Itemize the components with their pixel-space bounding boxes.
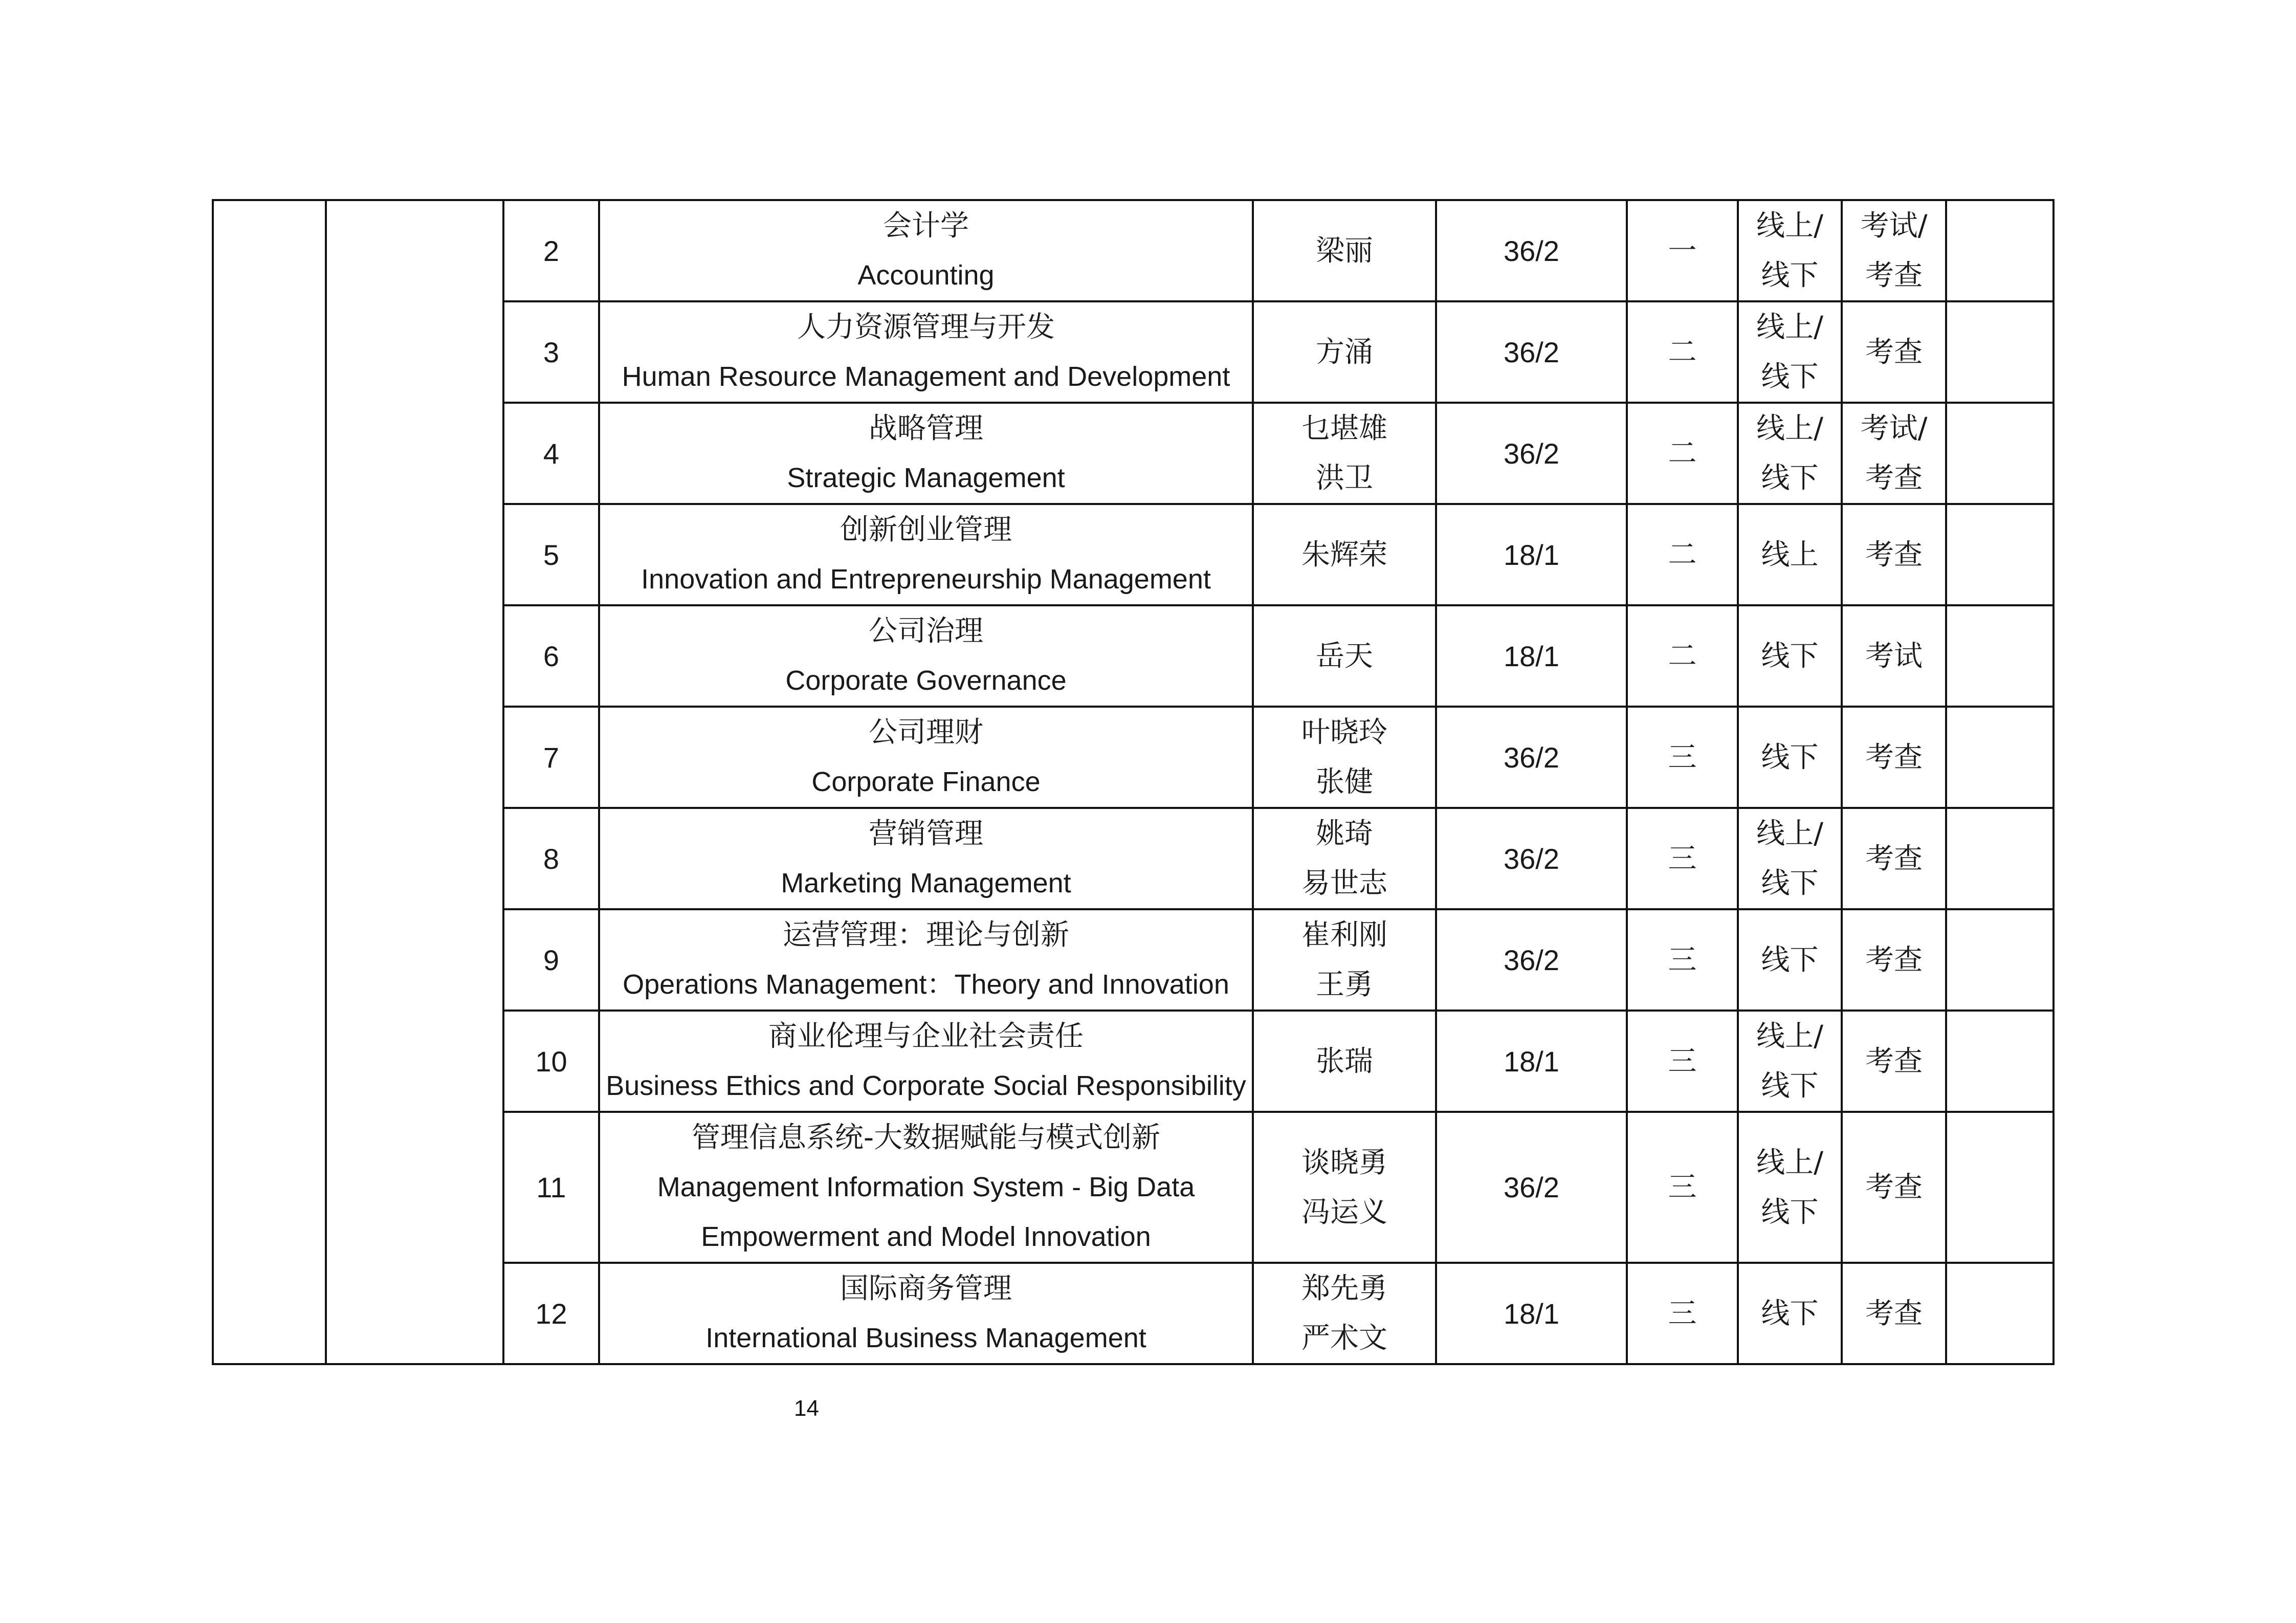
teacher-cell [1253, 200, 1436, 301]
semester-cell: 三 [1627, 1011, 1738, 1112]
mode-cell [1738, 301, 1842, 403]
remarks-cell [1946, 504, 2054, 605]
teacher-name: 冯运义 [1301, 1195, 1387, 1229]
mode-cell [1738, 707, 1842, 808]
row-number: 8 [503, 808, 599, 909]
teacher-name: 姚琦 [1316, 817, 1373, 850]
mode-cell [1738, 605, 1842, 707]
semester-cell: 一 [1627, 200, 1738, 301]
assessment-line: 考查 [1865, 1171, 1923, 1204]
hours-credits: 18/1 [1436, 605, 1627, 707]
assessment-cell [1842, 707, 1946, 808]
course-name-en: Marketing Management [781, 868, 1071, 898]
teacher-cell [1253, 301, 1436, 403]
course-name-cell [599, 707, 1253, 808]
row-number: 10 [503, 1011, 599, 1112]
row-number: 3 [503, 301, 599, 403]
course-name-cn: 管理信息系统-大数据赋能与模式创新 [691, 1121, 1161, 1154]
mode-line: 线下 [1761, 360, 1819, 393]
teacher-name: 谈晓勇 [1301, 1146, 1387, 1179]
teacher-name: 朱辉荣 [1301, 538, 1387, 572]
assessment-line: 考试 [1865, 639, 1923, 673]
teacher-cell [1253, 504, 1436, 605]
remarks-cell [1946, 605, 2054, 707]
course-name-cell [599, 301, 1253, 403]
remarks-cell [1946, 1112, 2054, 1263]
hours-credits: 36/2 [1436, 707, 1627, 808]
row-number: 6 [503, 605, 599, 707]
teacher-name: 崔利刚 [1301, 918, 1387, 952]
course-name-cell [599, 909, 1253, 1011]
mode-line: 线下 [1761, 1195, 1819, 1229]
mode-line: 线下 [1761, 259, 1819, 292]
course-name-en: Accounting [857, 260, 995, 291]
teacher-cell [1253, 707, 1436, 808]
course-name-en: International Business Management [705, 1323, 1146, 1353]
mode-cell [1738, 1011, 1842, 1112]
mode-line: 线上/ [1756, 1146, 1823, 1179]
semester-cell: 二 [1627, 403, 1738, 504]
mode-line: 线下 [1761, 867, 1819, 900]
assessment-cell [1842, 1263, 1946, 1364]
remarks-cell [1946, 909, 2054, 1011]
semester-cell: 二 [1627, 301, 1738, 403]
row-number: 2 [503, 200, 599, 301]
assessment-cell [1842, 808, 1946, 909]
semester-cell: 二 [1627, 504, 1738, 605]
course-name-en: Corporate Governance [785, 665, 1067, 696]
semester-cell: 三 [1627, 808, 1738, 909]
mode-cell [1738, 1112, 1842, 1263]
remarks-cell [1946, 1011, 2054, 1112]
assessment-cell [1842, 909, 1946, 1011]
mode-line: 线上/ [1756, 412, 1823, 445]
assessment-line: 考查 [1865, 740, 1923, 774]
mode-cell [1738, 909, 1842, 1011]
module-cell [326, 200, 503, 1364]
course-name-cell [599, 808, 1253, 909]
teacher-name: 张健 [1316, 765, 1373, 799]
semester-cell: 三 [1627, 1263, 1738, 1364]
mode-line: 线上 [1761, 538, 1819, 572]
assessment-line: 考查 [1865, 943, 1923, 977]
table-row [213, 200, 2054, 301]
row-number: 9 [503, 909, 599, 1011]
assessment-line: 考查 [1865, 1297, 1923, 1330]
assessment-cell [1842, 1011, 1946, 1112]
teacher-cell [1253, 808, 1436, 909]
course-name-cn: 创新创业管理 [840, 513, 1012, 546]
assessment-line: 考查 [1865, 538, 1923, 572]
category-cell [213, 200, 326, 1364]
mode-line: 线下 [1761, 1069, 1819, 1103]
course-name-cell [599, 403, 1253, 504]
mode-cell [1738, 504, 1842, 605]
course-table [212, 199, 2055, 1365]
teacher-cell [1253, 1011, 1436, 1112]
teacher-name: 乜堪雄 [1301, 412, 1387, 445]
row-number: 11 [503, 1112, 599, 1263]
assessment-line: 考查 [1865, 259, 1923, 292]
assessment-line: 考查 [1865, 842, 1923, 875]
course-name-en: Corporate Finance [811, 766, 1041, 797]
course-name-cn: 商业伦理与企业社会责任 [768, 1020, 1084, 1053]
course-name-cell [599, 605, 1253, 707]
hours-credits: 18/1 [1436, 504, 1627, 605]
teacher-name: 严术文 [1301, 1322, 1387, 1355]
semester-cell: 三 [1627, 909, 1738, 1011]
row-number: 4 [503, 403, 599, 504]
course-name-cn: 公司理财 [869, 716, 983, 749]
assessment-cell [1842, 504, 1946, 605]
assessment-cell [1842, 1112, 1946, 1263]
mode-line: 线上/ [1756, 209, 1823, 243]
mode-line: 线下 [1761, 639, 1819, 673]
teacher-cell [1253, 605, 1436, 707]
course-name-en: Strategic Management [787, 463, 1065, 493]
mode-line: 线下 [1761, 462, 1819, 495]
mode-line: 线下 [1761, 943, 1819, 977]
hours-credits: 36/2 [1436, 1112, 1627, 1263]
hours-credits: 36/2 [1436, 909, 1627, 1011]
row-number: 12 [503, 1263, 599, 1364]
remarks-cell [1946, 808, 2054, 909]
assessment-line: 考试/ [1860, 412, 1928, 445]
assessment-line: 考查 [1865, 1044, 1923, 1078]
row-number: 5 [503, 504, 599, 605]
hours-credits: 18/1 [1436, 1011, 1627, 1112]
hours-credits: 18/1 [1436, 1263, 1627, 1364]
teacher-name: 岳天 [1316, 639, 1373, 673]
assessment-cell [1842, 403, 1946, 504]
teacher-name: 张瑞 [1316, 1044, 1373, 1078]
mode-line: 线上/ [1756, 817, 1823, 850]
row-number: 7 [503, 707, 599, 808]
assessment-line: 考查 [1865, 335, 1923, 369]
teacher-name: 方涌 [1316, 335, 1373, 369]
hours-credits: 36/2 [1436, 301, 1627, 403]
teacher-cell [1253, 909, 1436, 1011]
mode-line: 线下 [1761, 740, 1819, 774]
hours-credits: 36/2 [1436, 200, 1627, 301]
course-name-cell [599, 1011, 1253, 1112]
semester-cell: 三 [1627, 707, 1738, 808]
hours-credits: 36/2 [1436, 403, 1627, 504]
course-name-en: Human Resource Management and Development [622, 361, 1230, 392]
teacher-cell [1253, 1263, 1436, 1364]
course-name-cn: 战略管理 [869, 412, 983, 445]
course-name-cn: 人力资源管理与开发 [797, 311, 1055, 344]
course-name-en: Management Information System - Big Data [657, 1172, 1195, 1202]
course-name-en: Empowerment and Model Innovation [701, 1221, 1151, 1252]
remarks-cell [1946, 301, 2054, 403]
hours-credits: 36/2 [1436, 808, 1627, 909]
mode-cell [1738, 808, 1842, 909]
teacher-cell [1253, 1112, 1436, 1263]
mode-cell [1738, 403, 1842, 504]
table-body [213, 200, 2054, 1364]
mode-line: 线上/ [1756, 311, 1823, 344]
mode-line: 线上/ [1756, 1020, 1823, 1053]
assessment-cell [1842, 301, 1946, 403]
teacher-name: 叶晓玲 [1301, 716, 1387, 749]
teacher-cell [1253, 403, 1436, 504]
assessment-cell [1842, 605, 1946, 707]
course-name-en: Operations Management：Theory and Innovation [623, 969, 1229, 1000]
course-name-cell [599, 1112, 1253, 1263]
semester-cell: 三 [1627, 1112, 1738, 1263]
course-name-en: Business Ethics and Corporate Social Responsibility [606, 1070, 1246, 1101]
teacher-name: 易世志 [1301, 867, 1387, 900]
course-name-en: Innovation and Entrepreneurship Management [641, 564, 1211, 595]
assessment-line: 考试/ [1860, 209, 1928, 243]
course-name-cell [599, 1263, 1253, 1364]
course-name-cn: 运营管理：理论与创新 [783, 918, 1069, 952]
teacher-name: 王勇 [1316, 968, 1373, 1001]
course-name-cell [599, 200, 1253, 301]
remarks-cell [1946, 403, 2054, 504]
course-name-cn: 国际商务管理 [840, 1272, 1012, 1305]
teacher-name: 洪卫 [1316, 462, 1373, 495]
course-name-cn: 会计学 [883, 209, 969, 243]
remarks-cell [1946, 1263, 2054, 1364]
assessment-line: 考查 [1865, 462, 1923, 495]
teacher-name: 郑先勇 [1301, 1272, 1387, 1305]
course-name-cn: 公司治理 [869, 615, 983, 648]
mode-line: 线下 [1761, 1297, 1819, 1330]
assessment-cell [1842, 200, 1946, 301]
course-name-cn: 营销管理 [869, 817, 983, 850]
teacher-name: 梁丽 [1316, 234, 1373, 268]
mode-cell [1738, 1263, 1842, 1364]
remarks-cell [1946, 707, 2054, 808]
course-name-cell [599, 504, 1253, 605]
semester-cell: 二 [1627, 605, 1738, 707]
remarks-cell [1946, 200, 2054, 301]
mode-cell [1738, 200, 1842, 301]
page-number: 14 [794, 1396, 819, 1421]
